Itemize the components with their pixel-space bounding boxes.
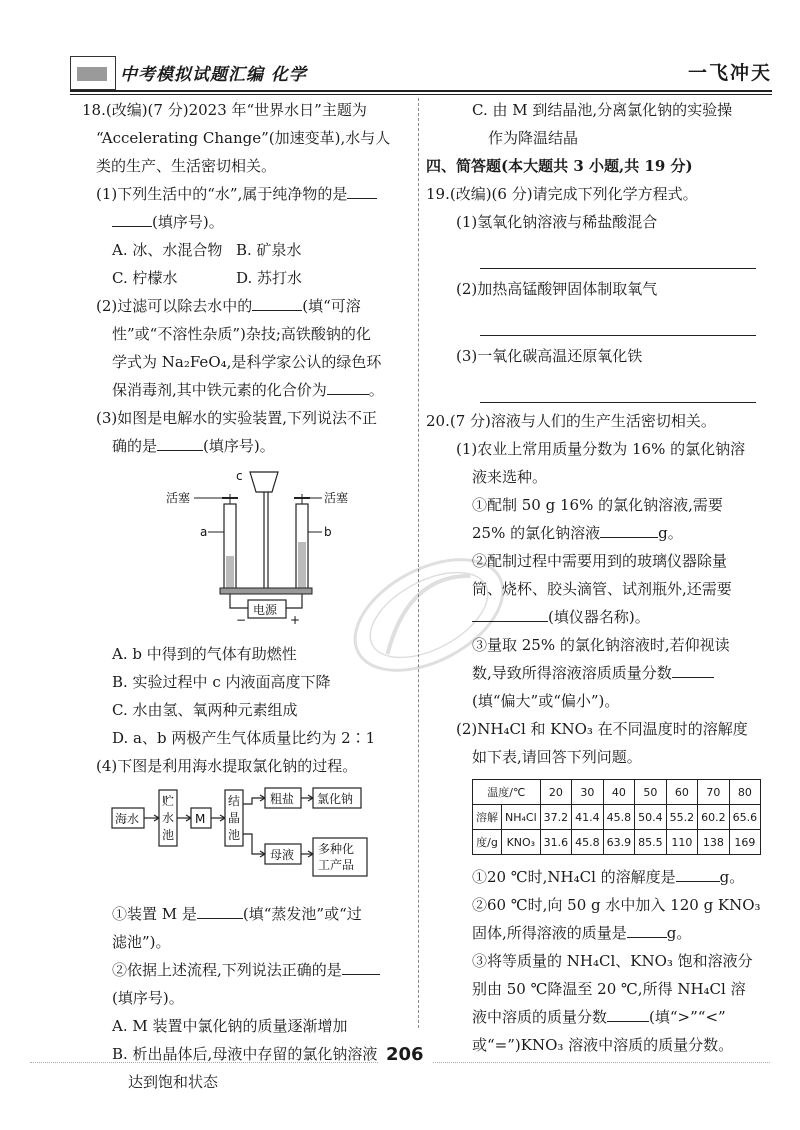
answer-line[interactable]: [480, 250, 756, 269]
label-b: b: [324, 525, 332, 539]
q20-p2-s1b: g。: [719, 868, 745, 886]
q20-p2-s2c: g。: [666, 924, 692, 942]
q20-p2-sub1: [426, 863, 776, 891]
table-cell: 80: [729, 780, 761, 805]
q18-stem-line: 18.(改编)(7 分)2023 年“世界水日”主题为: [82, 101, 367, 119]
table-cell: KNO₃: [502, 830, 541, 855]
flow-crude: 粗盐: [270, 792, 295, 806]
solubility-table: [472, 779, 761, 855]
table-cell: 60.2: [698, 805, 730, 830]
table-cell: 50: [635, 780, 667, 805]
table-cell: 40: [603, 780, 635, 805]
option-b: B. 矿泉水: [236, 241, 302, 259]
flow-nacl: 氯化钠: [317, 792, 354, 806]
answer-line[interactable]: [480, 317, 756, 336]
q20-p1-sub3-cont2: (填“偏大”或“偏小”)。: [472, 692, 620, 710]
q18-p2-line: [82, 376, 412, 404]
q18-stem-line: “Accelerating Change”(加速变革),水与人: [96, 129, 391, 147]
q20-p2-s3c: 液中溶质的质量分数: [472, 1008, 608, 1026]
q20-p1-s1b: 25% 的氯化钠溶液: [472, 524, 601, 542]
flow-products-2: 工产品: [318, 858, 355, 872]
q18-part3-cont: [82, 432, 412, 460]
q18-p3-line2b: (填序号)。: [203, 437, 275, 455]
q18-p3-option-b: B. 实验过程中 c 内液面高度下降: [112, 673, 331, 691]
answer-blank[interactable]: [252, 294, 302, 311]
q18-p4-sub1: [82, 900, 412, 928]
table-cell: 37.2: [540, 805, 572, 830]
q18-p2-line: 学式为 Na₂FeO₄,是科学家公认的绿色环: [112, 353, 382, 371]
q18-part3: (3)如图是电解水的实验装置,下列说法不正: [96, 409, 378, 427]
q20-stem: 20.(7 分)溶液与人们的生产生活密切相关。: [426, 412, 716, 430]
q18-p2-line4b: 。: [368, 381, 384, 399]
left-tube: [222, 494, 238, 590]
page-footer: [0, 1040, 800, 1070]
answer-blank[interactable]: [327, 378, 369, 395]
q18-p4-s1a: ①装置 M 是: [112, 905, 197, 923]
table-cell: 20: [540, 780, 572, 805]
q18-p4-sub2: [82, 956, 412, 984]
header-rule: [70, 90, 772, 92]
q18-p4-opt-c-cont: 作为降温结晶: [488, 129, 579, 147]
table-cell: 63.9: [603, 830, 635, 855]
header-rule-thin: [70, 94, 772, 95]
q18-p1-text-b: (填序号)。: [152, 213, 224, 231]
label-valve-left: 活塞: [166, 491, 191, 505]
q20-p1-sub2-cont: 筒、烧杯、胶头滴管、试剂瓶外,还需要: [472, 580, 732, 598]
label-power: 电源: [253, 603, 278, 617]
table-cell: 85.5: [635, 830, 667, 855]
q18-part2: [82, 292, 412, 320]
right-tube: [294, 494, 310, 590]
q18-p1-text: (1)下列生活中的“水”,属于纯净物的是: [96, 185, 348, 203]
q18-p2-text: (2)过滤可以除去水中的: [96, 297, 253, 315]
q20-p1-s3b: 数,导致所得溶液溶质质量分数: [472, 664, 672, 682]
answer-blank[interactable]: [676, 865, 720, 882]
q20-p2-s1a: ①20 ℃时,NH₄Cl 的溶解度是: [472, 868, 676, 886]
q20-p1-sub3-cont: [426, 659, 776, 687]
table-cell: 138: [698, 830, 730, 855]
q18-p4-opt-b: B. 析出晶体后,母液中存留的氯化钠溶液: [112, 1045, 378, 1063]
q18-p4-s1b: (填“蒸发池”或“过: [242, 905, 362, 923]
answer-blank[interactable]: [157, 434, 203, 451]
flow-cryst-2: 晶: [228, 811, 241, 825]
question-19: [426, 180, 776, 403]
q20-p1-sub1: ①配制 50 g 16% 的氯化钠溶液,需要: [472, 496, 723, 514]
q19-part3: (3)一氧化碳高温还原氧化铁: [456, 347, 643, 365]
table-row: [473, 830, 761, 855]
q20-p2-s2b: 固体,所得溶液的质量是: [472, 924, 627, 942]
q18-p3-option-c: C. 水由氢、氧两种元素组成: [112, 701, 298, 719]
q20-p1-sub2: ②配制过程中需要用到的玻璃仪器除量: [472, 552, 728, 570]
table-cell: 31.6: [540, 830, 572, 855]
q20-p1-s2c: (填仪器名称)。: [548, 608, 650, 626]
option-d: D. 苏打水: [236, 269, 303, 287]
flow-tank-1: 贮: [162, 794, 175, 808]
brand-logo: 一飞冲天: [687, 62, 772, 84]
wire-left: [230, 594, 248, 608]
q19-stem: 19.(改编)(6 分)请完成下列化学方程式。: [426, 185, 698, 203]
page-header: [70, 56, 772, 90]
q18-p2-line4a: 保消毒剂,其中铁元素的化合价为: [112, 381, 327, 399]
option-a: A. 冰、水混合物: [112, 241, 223, 259]
answer-blank[interactable]: [672, 661, 714, 678]
q18-p4-sub2-cont: (填序号)。: [112, 989, 184, 1007]
table-cell: 50.4: [635, 805, 667, 830]
q18-p4-opt-b-cont: 达到饱和状态: [128, 1073, 219, 1091]
wire-right: [286, 594, 302, 608]
flow-cryst-1: 结: [228, 794, 241, 808]
table-row: [473, 780, 761, 805]
q20-p1-sub3: ③量取 25% 的氯化钠溶液时,若仰视读: [472, 636, 730, 654]
q18-part1-cont: [82, 208, 412, 236]
answer-blank[interactable]: [197, 902, 243, 919]
table-header-cell: 温度/℃: [473, 780, 541, 805]
q19-part1: (1)氢氧化钠溶液与稀盐酸混合: [456, 213, 658, 231]
answer-blank[interactable]: [342, 958, 380, 975]
label-c: c: [236, 469, 243, 483]
option-c: C. 柠檬水: [112, 269, 178, 287]
q18-p1-options-row: [82, 264, 412, 292]
table-row-label: 溶解: [473, 805, 502, 830]
answer-blank[interactable]: [600, 521, 658, 538]
flow-products-1: 多种化: [318, 842, 355, 856]
q20-part2-cont: 如下表,请回答下列问题。: [472, 748, 642, 766]
q18-p4-opt-a: A. M 装置中氯化钠的质量逐渐增加: [112, 1017, 348, 1035]
book-logo-icon: [70, 56, 116, 90]
page-number: 206: [378, 1044, 432, 1065]
q18-p4-s2a: ②依据上述流程,下列说法正确的是: [112, 961, 342, 979]
table-row-label: 度/g: [473, 830, 502, 855]
label-minus: −: [236, 613, 247, 626]
q19-part2: (2)加热高锰酸钾固体制取氧气: [456, 280, 658, 298]
question-20: [426, 407, 776, 1059]
table-cell: NH₄Cl: [502, 805, 541, 830]
flow-tank-3: 池: [162, 828, 175, 842]
q18-p2-text-b: (填“可溶: [302, 297, 361, 315]
q18-p4-sub1-cont: 滤池”)。: [112, 933, 171, 951]
label-valve-right: 活塞: [324, 491, 349, 505]
series-title: 中考模拟试题汇编 化学: [120, 65, 307, 85]
q20-p2-sub2-cont: [426, 919, 776, 947]
flow-tank-2: 水: [162, 811, 175, 825]
q18-p2-line: 性”或“不溶性杂质”)杂技;高铁酸钠的化: [112, 325, 371, 343]
flow-seawater: 海水: [115, 812, 140, 826]
answer-blank[interactable]: [607, 1005, 649, 1022]
connecting-base: [220, 588, 312, 594]
answer-line[interactable]: [480, 384, 756, 403]
q20-part2: (2)NH₄Cl 和 KNO₃ 在不同温度时的溶解度: [456, 720, 748, 738]
q20-p2-s3d: (填“>”“<”: [649, 1008, 726, 1026]
table-cell: 45.8: [572, 830, 604, 855]
q18-p3-option-a: A. b 中得到的气体有助燃性: [112, 645, 297, 663]
flow-mother: 母液: [270, 848, 295, 862]
table-cell: 169: [729, 830, 761, 855]
q20-part1-cont: 液来选种。: [472, 468, 548, 486]
table-cell: 110: [666, 830, 698, 855]
table-cell: 60: [666, 780, 698, 805]
section-4-title: 四、简答题(本大题共 3 小题,共 19 分): [426, 157, 693, 175]
table-cell: 45.8: [603, 805, 635, 830]
label-plus: +: [290, 613, 301, 626]
q20-p1-s1c: g。: [658, 524, 683, 542]
q20-p2-sub3: ③将等质量的 NH₄Cl、KNO₃ 饱和溶液分: [472, 952, 753, 970]
table-cell: 41.4: [572, 805, 604, 830]
table-row: [473, 805, 761, 830]
reservoir-funnel: [250, 472, 278, 588]
q18-stem-line: 类的生产、生活密切相关。: [96, 157, 277, 175]
seawater-flow-diagram: [98, 784, 398, 890]
label-a: a: [200, 525, 208, 539]
table-cell: 65.6: [729, 805, 761, 830]
table-cell: 30: [572, 780, 604, 805]
table-cell: 55.2: [666, 805, 698, 830]
answer-blank[interactable]: [347, 182, 377, 199]
answer-blank[interactable]: [112, 210, 152, 227]
q20-p2-sub3-cont: 别由 50 ℃降温至 20 ℃,所得 NH₄Cl 溶: [472, 980, 746, 998]
q18-p3-line2a: 确的是: [112, 437, 158, 455]
answer-blank[interactable]: [627, 921, 667, 938]
flow-cryst-3: 池: [228, 828, 241, 842]
q18-p1-options-row: [82, 236, 412, 264]
q20-p2-sub3-cont2: [426, 1003, 776, 1031]
table-cell: 70: [698, 780, 730, 805]
q18-p3-option-d: D. a、b 两极产生气体质量比约为 2∶1: [112, 729, 376, 747]
q20-p2-sub2: ②60 ℃时,向 50 g 水中加入 120 g KNO₃: [472, 896, 761, 914]
q18-p4-opt-c: C. 由 M 到结晶池,分离氯化钠的实验操: [472, 101, 733, 119]
q20-p2-sub3-cont3: 或“=”)KNO₃ 溶液中溶质的质量分数。: [472, 1036, 734, 1054]
q18-part1: [82, 180, 412, 208]
q18-part4: (4)下图是利用海水提取氯化钠的过程。: [96, 757, 358, 775]
q20-part1: (1)农业上常用质量分数为 16% 的氯化钠溶: [456, 440, 746, 458]
flow-m: M: [195, 812, 206, 826]
